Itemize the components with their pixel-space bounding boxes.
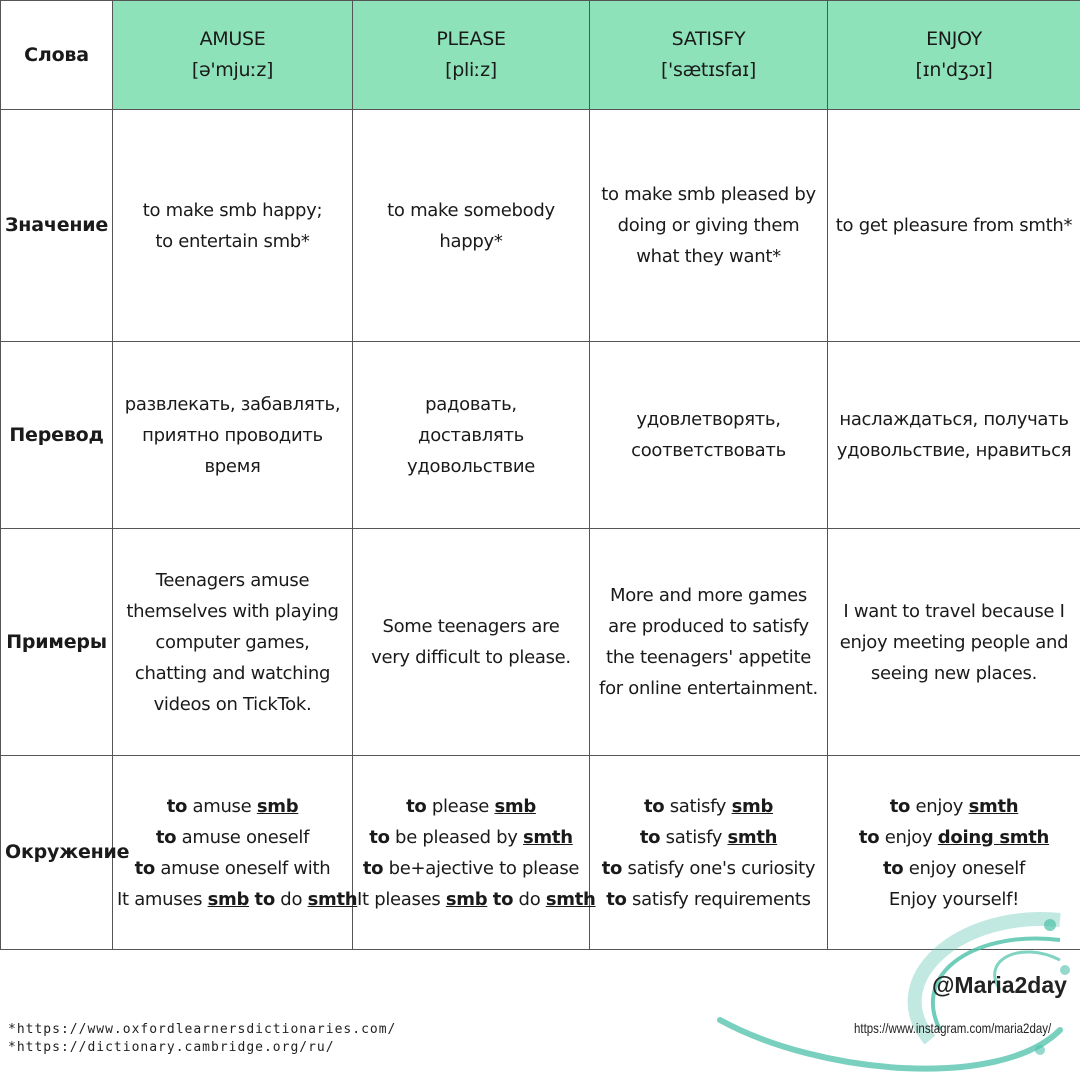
row-label-translation: Перевод (1, 342, 113, 529)
meaning-row (1, 110, 1080, 342)
context-cell-amuse (113, 756, 358, 950)
row-label-meaning: Значение (1, 110, 113, 342)
word-header-amuse (113, 1, 353, 110)
reference-link[interactable]: *https://dictionary.cambridge.org/ru/ (8, 1040, 335, 1055)
word-transcription: [ɪn'dʒɔɪ] (915, 59, 993, 81)
collocation: to amuse oneself (155, 826, 310, 848)
collocation: to enjoy doing smth (858, 826, 1050, 848)
translation-text: развлекать, забавлять, приятно проводить время (124, 393, 341, 477)
meaning-cell-satisfy (590, 110, 828, 342)
collocation: to satisfy smb (643, 795, 774, 817)
meaning-cell-amuse (113, 110, 353, 342)
meaning-cell-please (353, 110, 590, 342)
collocation: to amuse smb (166, 795, 299, 817)
example-text: Teenagers amuse themselves with playing computer games, chatting and watching videos on TickTok. (126, 569, 339, 715)
translation-cell-enjoy (828, 342, 1080, 529)
word-transcription: ['sætɪsfaɪ] (660, 59, 757, 81)
author-url[interactable]: https://www.instagram.com/maria2day/ (854, 1020, 1052, 1036)
example-text: More and more games are produced to satisfy the teenagers' appetite for online entertainment. (599, 585, 818, 699)
meaning-text: to make somebody happy* (387, 199, 555, 252)
translation-text: удовлетворять, соответствовать (631, 409, 786, 461)
translation-cell-amuse (113, 342, 353, 529)
word-header-please (353, 1, 590, 110)
author-handle: @Maria2day (932, 972, 1067, 998)
header-row (1, 1, 1080, 110)
meaning-text: to make smb happy; to entertain smb* (142, 199, 323, 252)
collocation: It amuses smb to do smth (117, 888, 358, 910)
header-label: Слова (1, 1, 113, 110)
word-transcription: [pliːz] (445, 59, 497, 81)
meaning-text: to get pleasure from smth* (835, 215, 1073, 236)
collocation: to enjoy oneself (882, 857, 1026, 879)
example-cell-amuse (113, 529, 353, 756)
collocation: to be+ajective to please (362, 857, 580, 879)
word-name: AMUSE (199, 28, 266, 50)
reference-link[interactable]: *https://www.oxfordlearnersdictionaries.com/ (8, 1022, 397, 1037)
word-name: PLEASE (436, 28, 506, 50)
collocation: to enjoy smth (889, 795, 1019, 817)
meaning-text: to make smb pleased by doing or giving them what they want* (601, 184, 816, 267)
translation-text: радовать, доставлять удовольствие (406, 393, 535, 477)
word-header-enjoy (828, 1, 1080, 110)
example-cell-satisfy (590, 529, 828, 756)
collocation: to be pleased by smth (369, 826, 573, 848)
example-cell-please (353, 529, 590, 756)
meaning-cell-enjoy (828, 110, 1080, 342)
row-label-examples: Примеры (1, 529, 113, 756)
collocation: to satisfy one's curiosity (601, 857, 816, 879)
translation-cell-please (353, 342, 590, 529)
examples-row (1, 529, 1080, 756)
word-name: SATISFY (671, 28, 746, 50)
example-cell-enjoy (828, 529, 1080, 756)
collocation: Enjoy yourself! (888, 888, 1020, 910)
translation-cell-satisfy (590, 342, 828, 529)
collocation: to amuse oneself with (134, 857, 331, 879)
collocation: It pleases smb to do smth (357, 888, 596, 910)
translation-text: наслаждаться, получать удовольствие, нравиться (836, 409, 1072, 461)
word-transcription: [ə'mjuːz] (191, 59, 274, 81)
example-text: Some teenagers are very difficult to please. (371, 616, 571, 668)
example-text: I want to travel because I enjoy meeting people and seeing new places. (839, 600, 1069, 684)
word-name: ENJOY (926, 28, 982, 50)
collocation: to satisfy requirements (606, 888, 811, 910)
row-label-context: Окружение (1, 756, 113, 950)
collocation: to please smb (406, 795, 536, 817)
word-header-satisfy (590, 1, 828, 110)
translation-row (1, 342, 1080, 529)
context-cell-please (353, 756, 596, 950)
collocation: to satisfy smth (639, 826, 778, 848)
references (8, 1021, 396, 1057)
